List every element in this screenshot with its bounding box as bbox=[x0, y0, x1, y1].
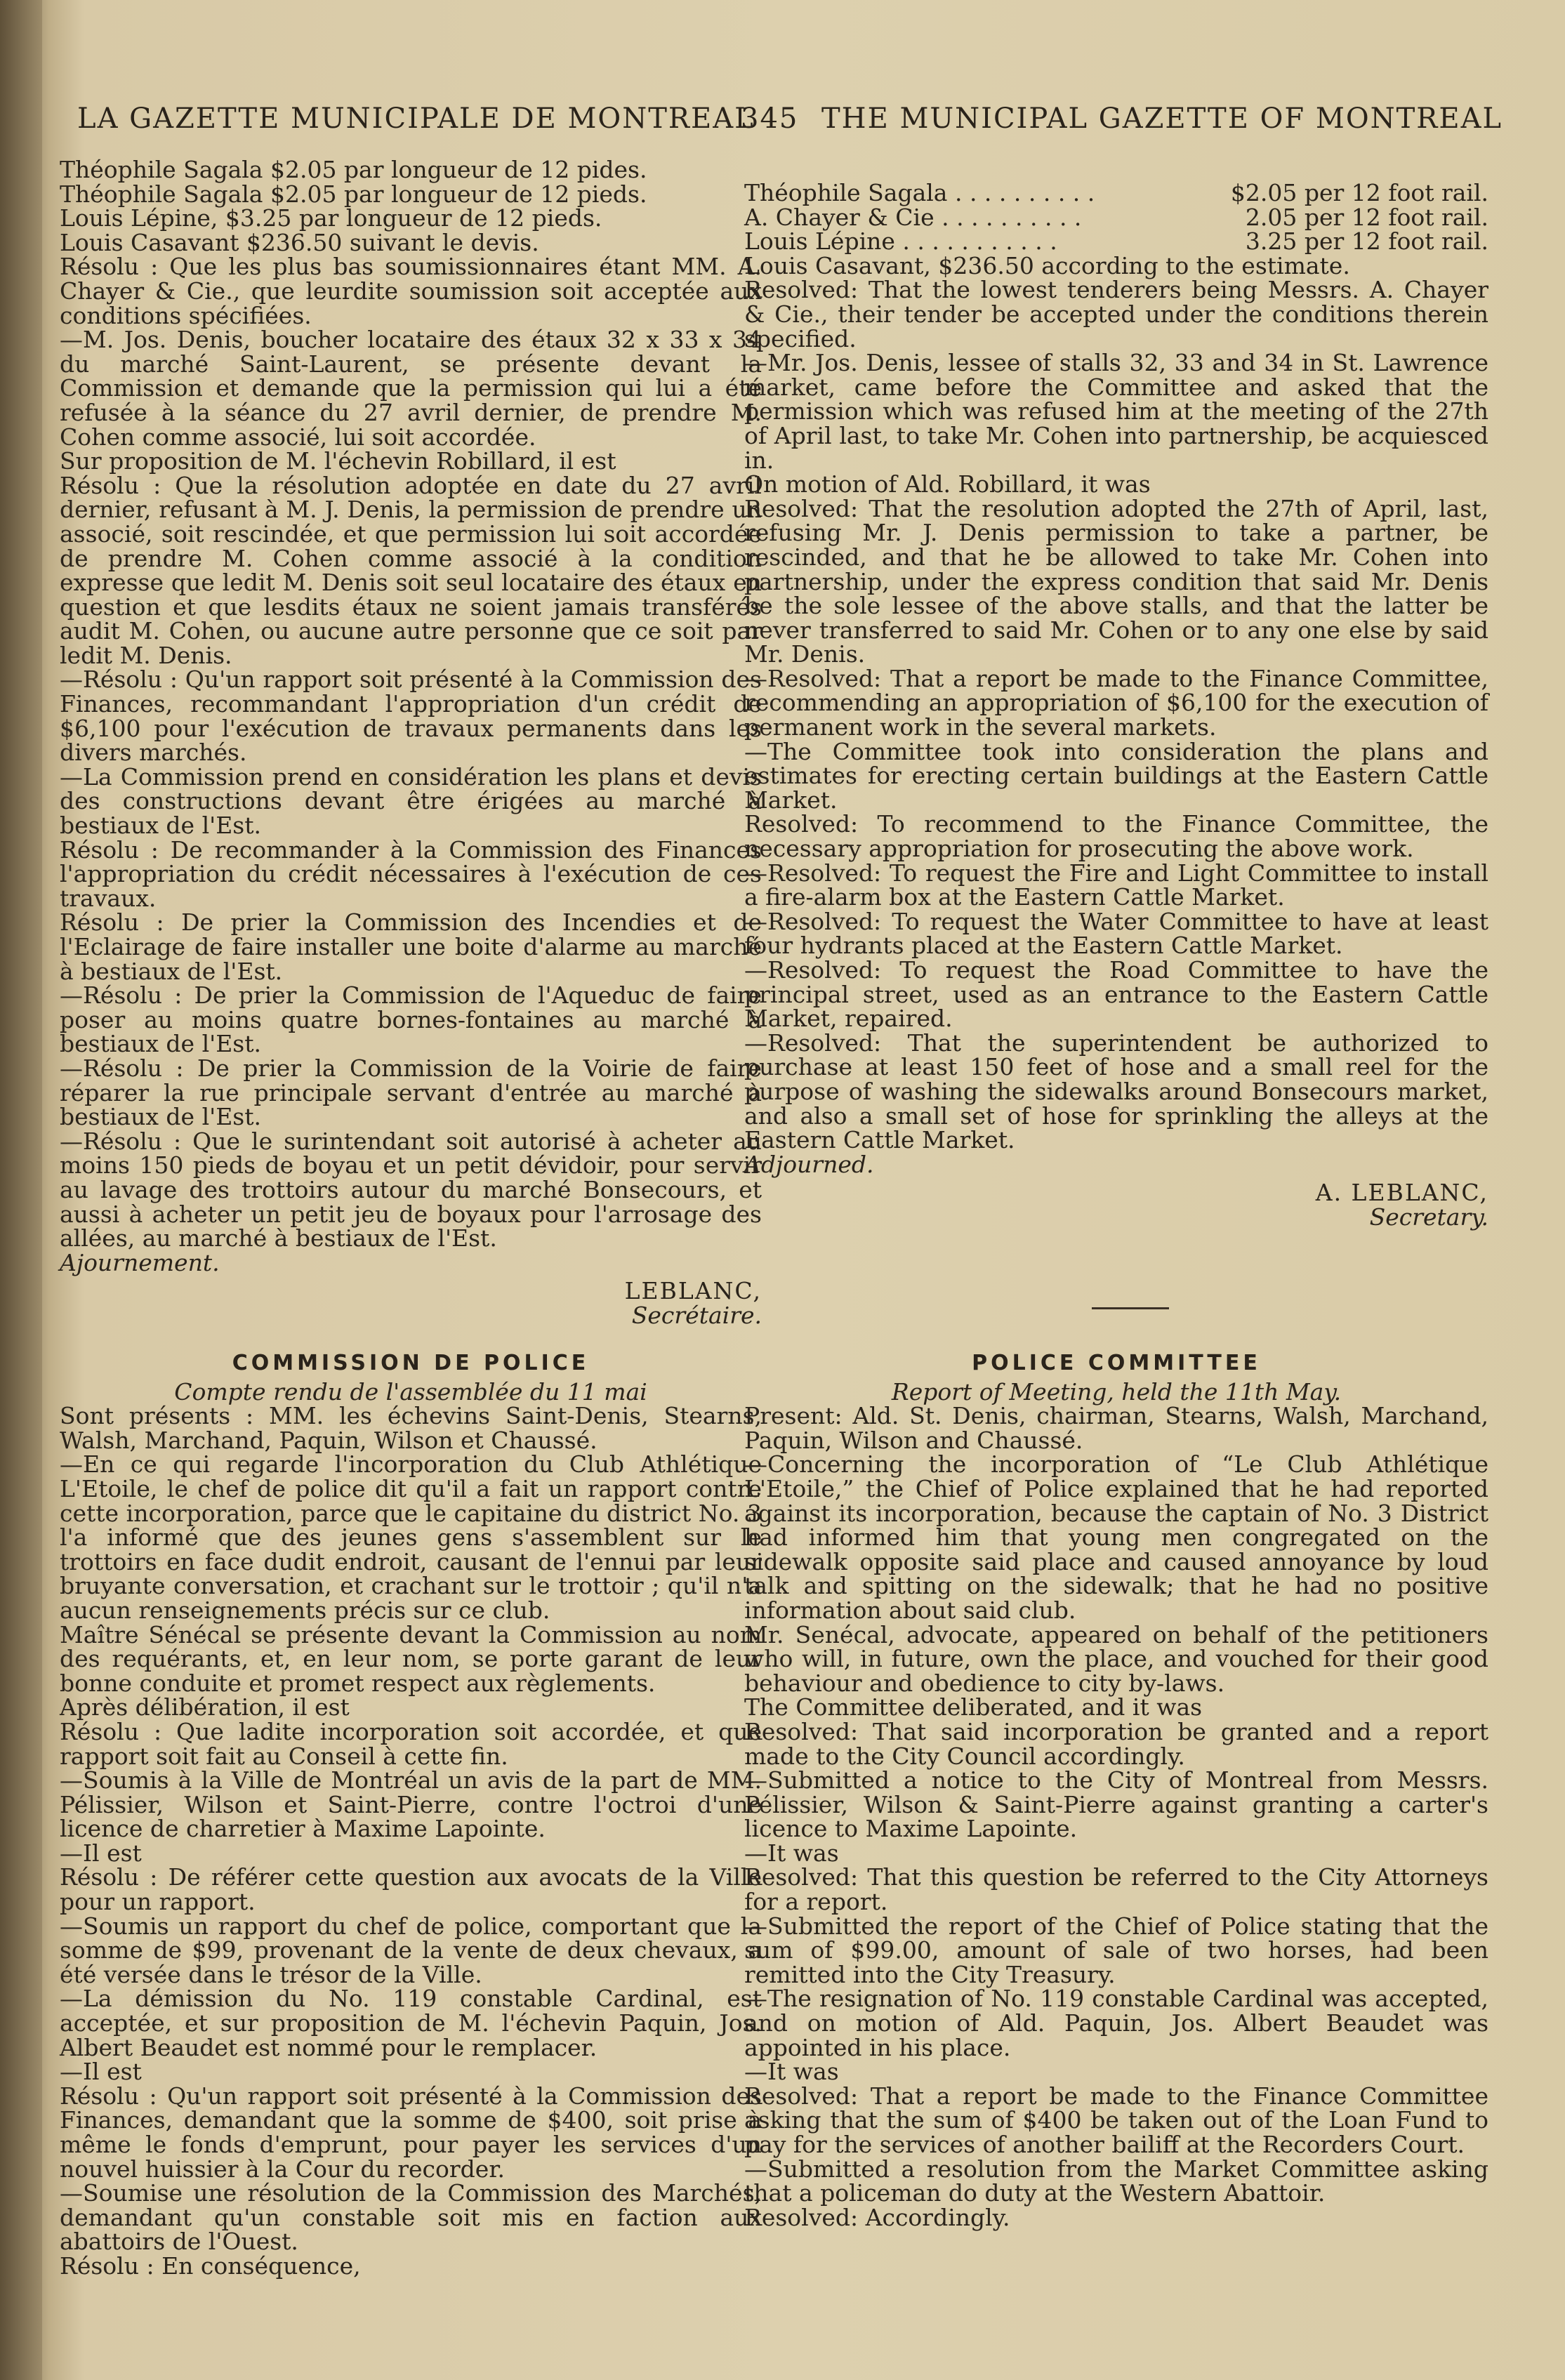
section-subtitle: Compte rendu de l'assemblée du 11 mai bbox=[174, 1377, 647, 1406]
paragraph: —Resolved: That the superintendent be authorized to purchase at least 150 feet of hose and a small reel for the purpose of washing the sidewalks around Bonsecours market, and also a small set of hose for sprinkling the alleys at the Eastern Cattle Market. bbox=[744, 1029, 1488, 1154]
paragraph: Louis Lépine, $3.25 par longueur de 12 pieds. bbox=[60, 204, 602, 232]
paragraph: —The resignation of No. 119 constable Cardinal was accepted, and on motion of Ald. Paquin, Jos. Albert Beaudet was appointed in his place. bbox=[744, 1985, 1488, 2061]
paragraph: —Soumis à la Ville de Montréal un avis de la part de MM. Pélissier, Wilson et Saint-Pierre, contre l'octroi d'une licence de charretier à Maxime Lapointe. bbox=[60, 1766, 762, 1843]
paragraph: —Mr. Jos. Denis, lessee of stalls 32, 33 and 34 in St. Lawrence market, came before the Committee and asked that the permission which was refused him at the meeting of the 27th of April last, to take Mr. Cohen into partnership, be acquiesced in. bbox=[744, 349, 1488, 474]
page-number: 345 bbox=[741, 103, 799, 135]
paragraph: Resolved: Accordingly. bbox=[744, 2203, 1010, 2231]
paragraph: —Il est bbox=[60, 1839, 142, 1867]
paragraph: —Soumis un rapport du chef de police, comportant que la somme de $99, provenant de la vente de deux chevaux, a été versée dans le trésor de la Ville. bbox=[60, 1912, 762, 1988]
paragraph: —Il est bbox=[60, 2058, 142, 2086]
tender-row bbox=[744, 227, 1488, 256]
english-market-minutes bbox=[744, 181, 1488, 1230]
paragraph: Resolved: That said incorporation be granted and a report made to the City Council accordingly. bbox=[744, 1717, 1488, 1770]
signature-title: Secrétaire. bbox=[631, 1301, 762, 1329]
paragraph: Louis Casavant, $236.50 according to the estimate. bbox=[744, 251, 1350, 279]
paragraph: —It was bbox=[744, 1839, 839, 1867]
section-subtitle: Report of Meeting, held the 11th May. bbox=[891, 1377, 1342, 1406]
french-police-minutes bbox=[60, 1351, 762, 2279]
adjournment: Adjourned. bbox=[744, 1150, 874, 1178]
tender-row bbox=[744, 181, 1488, 206]
paragraph: Théophile Sagala $2.05 par longueur de 12 pides. bbox=[60, 156, 647, 183]
paragraph: Maître Sénécal se présente devant la Commission au nom des requérants, et, en leur nom, se porte garant de leur bonne conduite et promet respect aux règlements. bbox=[60, 1620, 762, 1697]
paragraph: —Concerning the incorporation of “Le Club Athlétique L'Etoile,” the Chief of Police explained that he had reported against its incorporation, because the captain of No. 3 District had informed him that young men congregated on the sidewalk opposite said place and caused annoyance by loud talk and spitting on the sidewalk; that he had no positive information about said club. bbox=[744, 1450, 1488, 1624]
paragraph: Résolu : De recommander à la Commission des Finances l'appropriation du crédit nécessaires à l'exécution de ces travaux. bbox=[60, 835, 762, 912]
paragraph: —La Commission prend en considération les plans et devis des constructions devant être érigées au marché à bestiaux de l'Est. bbox=[60, 762, 762, 840]
paragraph: —Submitted a resolution from the Market Committee asking that a policeman do duty at the Western Abattoir. bbox=[744, 2155, 1488, 2207]
paragraph: Present: Ald. St. Denis, chairman, Stearns, Walsh, Marchand, Paquin, Wilson and Chaussé. bbox=[744, 1402, 1488, 1454]
paragraph: —Submitted the report of the Chief of Police stating that the sum of $99.00, amount of sale of two horses, had been remitted into the City Treasury. bbox=[744, 1912, 1488, 1988]
paragraph: —La démission du No. 119 constable Cardinal, est acceptée, et sur proposition de M. l'échevin Paquin, Jos. Albert Beaudet est nommé pour le remplacer. bbox=[60, 1985, 762, 2061]
header-english-title: THE MUNICIPAL GAZETTE OF MONTREAL bbox=[821, 103, 1503, 135]
paragraph: —It was bbox=[744, 2058, 839, 2086]
paragraph: Théophile Sagala $2.05 par longueur de 12 pieds. bbox=[60, 180, 647, 208]
paragraph: The Committee deliberated, and it was bbox=[744, 1693, 1203, 1721]
paragraph: Résolu : De référer cette question aux avocats de la Ville pour un rapport. bbox=[60, 1863, 762, 1916]
paragraph: —Résolu : Que le surintendant soit autorisé à acheter au moins 150 pieds de boyau et un petit dévidoir, pour servir au lavage des trottoirs autour du marché Bonsecours, et aussi à acheter un petit jeu de boyaux pour l'arrosage des allées, au marché à bestiaux de l'Est. bbox=[60, 1127, 762, 1252]
paragraph: Résolu : Que les plus bas soumissionnaires étant MM. A. Chayer & Cie., que leurdite soumission soit acceptée aux conditions spécifiées. bbox=[60, 253, 762, 329]
paragraph: —Résolu : Qu'un rapport soit présenté à la Commission des Finances, recommandant l'appropriation d'un crédit de $6,100 pour l'exécution de travaux permanents dans les divers marchés. bbox=[60, 666, 762, 767]
paragraph: On motion of Ald. Robillard, it was bbox=[744, 470, 1151, 498]
header-french-title: LA GAZETTE MUNICIPALE DE MONTREAL bbox=[77, 103, 755, 135]
paragraph: —Resolved: To request the Road Committee to have the principal street, used as an entrance to the Eastern Cattle Market, repaired. bbox=[744, 956, 1488, 1033]
paragraph: Sur proposition de M. l'échevin Robillard, il est bbox=[60, 447, 616, 475]
tenderer-name: Théophile Sagala . . . . . . . . . . bbox=[744, 179, 1095, 206]
french-market-minutes bbox=[60, 158, 762, 1328]
paragraph: Louis Casavant $236.50 suivant le devis. bbox=[60, 228, 539, 256]
section-title: POLICE COMMITTEE bbox=[972, 1351, 1261, 1375]
paragraph: —M. Jos. Denis, boucher locataire des étaux 32 x 33 x 34 du marché Saint-Laurent, se présente devant la Commission et demande que la permission qui lui a été refusée à la séance du 27 avril dernier, de prendre M. Cohen comme associé, lui soit accordée. bbox=[60, 326, 762, 451]
paragraph: Sont présents : MM. les échevins Saint-Denis, Stearns, Walsh, Marchand, Paquin, Wilson et Chaussé. bbox=[60, 1402, 762, 1454]
paragraph: Résolu : Qu'un rapport soit présenté à la Commission des Finances, demandant que la somme de $400, soit prise à même le fonds d'emprunt, pour payer les services d'un nouvel huissier à la Cour du recorder. bbox=[60, 2082, 762, 2183]
paragraph: Résolu : Que la résolution adoptée en date du 27 avril dernier, refusant à M. J. Denis, la permission de prendre un associé, soit rescindée, et que permission lui soit accordée de prendre M. Cohen comme associé à la condition expresse que ledit M. Denis soit seul locataire des étaux en question et que lesdits étaux ne soient jamais transférés audit M. Cohen, ou aucune autre personne que ce soit par ledit M. Denis. bbox=[60, 471, 762, 669]
paragraph: —Résolu : De prier la Commission de la Voirie de faire réparer la rue principale servant d'entrée au marché à bestiaux de l'Est. bbox=[60, 1054, 762, 1131]
paragraph: Resolved: That the resolution adopted the 27th of April, last, refusing Mr. J. Denis permission to take a partner, be rescinded, and that he be allowed to take Mr. Cohen into partnership, under the express condition that said Mr. Denis be the sole lessee of the above stalls, and that the latter be never transferred to said Mr. Cohen or to any one else by said Mr. Denis. bbox=[744, 494, 1488, 668]
tenderer-name: Louis Lépine . . . . . . . . . . . bbox=[744, 227, 1057, 256]
tenderer-name: A. Chayer & Cie . . . . . . . . . . bbox=[744, 203, 1082, 231]
paragraph: —Soumise une résolution de la Commission des Marchés, demandant qu'un constable soit mis en faction aux abattoirs de l'Ouest. bbox=[60, 2179, 762, 2256]
page-header bbox=[63, 90, 1523, 135]
paragraph: Résolu : En conséquence, bbox=[60, 2252, 361, 2280]
paragraph: —Resolved: To request the Fire and Light Committee to install a fire-alarm box at the Eastern Cattle Market. bbox=[744, 859, 1488, 911]
paragraph: —The Committee took into consideration the plans and estimates for erecting certain buildings at the Eastern Cattle Market. bbox=[744, 737, 1488, 814]
paragraph: —Resolved: To request the Water Committee to have at least four hydrants placed at the Eastern Cattle Market. bbox=[744, 907, 1488, 960]
tender-price: 2.05 per 12 foot rail. bbox=[1245, 203, 1488, 231]
paragraph: Résolu : De prier la Commission des Incendies et de l'Eclairage de faire installer une boite d'alarme au marché à bestiaux de l'Est. bbox=[60, 908, 762, 985]
signature-name: A. LEBLANC, bbox=[1315, 1179, 1488, 1207]
signature-name: LEBLANC, bbox=[624, 1277, 762, 1305]
paragraph: Resolved: That a report be made to the Finance Committee asking that the sum of $400 be taken out of the Loan Fund to pay for the services of another bailiff at the Recorders Court. bbox=[744, 2082, 1488, 2158]
paragraph: —Résolu : De prier la Commission de l'Aqueduc de faire poser au moins quatre bornes-fontaines au marché à bestiaux de l'Est. bbox=[60, 981, 762, 1058]
tender-row bbox=[744, 203, 1488, 231]
paragraph: Résolu : Que ladite incorporation soit accordée, et que rapport soit fait au Conseil à cette fin. bbox=[60, 1717, 762, 1770]
paragraph: Resolved: That the lowest tenderers being Messrs. A. Chayer & Cie., their tender be accepted under the conditions therein specified. bbox=[744, 276, 1488, 352]
gazette-page bbox=[21, 0, 1565, 2380]
paragraph: —Resolved: That a report be made to the Finance Committee, recommending an appropriation of $6,100 for the execution of permanent work in the several markets. bbox=[744, 664, 1488, 741]
paragraph: Resolved: That this question be referred to the City Attorneys for a report. bbox=[744, 1863, 1488, 1916]
paragraph: Resolved: To recommend to the Finance Committee, the necessary appropriation for prosecuting the above work. bbox=[744, 810, 1488, 863]
tender-price: $2.05 per 12 foot rail. bbox=[1230, 179, 1488, 206]
paragraph: Après délibération, il est bbox=[60, 1693, 350, 1721]
adjournment: Ajournement. bbox=[60, 1248, 220, 1276]
book-spine bbox=[0, 0, 42, 2380]
section-divider bbox=[1092, 1307, 1169, 1309]
signature-title: Secretary. bbox=[1369, 1203, 1488, 1231]
paragraph: —Submitted a notice to the City of Montreal from Messrs. Pélissier, Wilson & Saint-Pierre against granting a carter's licence to Maxime Lapointe. bbox=[744, 1766, 1488, 1843]
paragraph: —En ce qui regarde l'incorporation du Club Athlétique L'Etoile, le chef de police dit qu'il a fait un rapport contre cette incorporation, parce que le capitaine du district No. 3 l'a informé que des jeunes gens s'assemblent sur le trottoirs en face dudit endroit, causant de l'ennui par leur bruyante conversation, et crachant sur le trottoir ; qu'il n'a aucun renseignements précis sur ce club. bbox=[60, 1450, 762, 1624]
section-title: COMMISSION DE POLICE bbox=[232, 1351, 590, 1375]
tender-price: 3.25 per 12 foot rail. bbox=[1245, 227, 1488, 256]
paragraph: Mr. Senécal, advocate, appeared on behalf of the petitioners who will, in future, own the place, and vouched for their good behaviour and obedience to city by-laws. bbox=[744, 1620, 1488, 1697]
english-police-minutes bbox=[744, 1351, 1488, 2230]
